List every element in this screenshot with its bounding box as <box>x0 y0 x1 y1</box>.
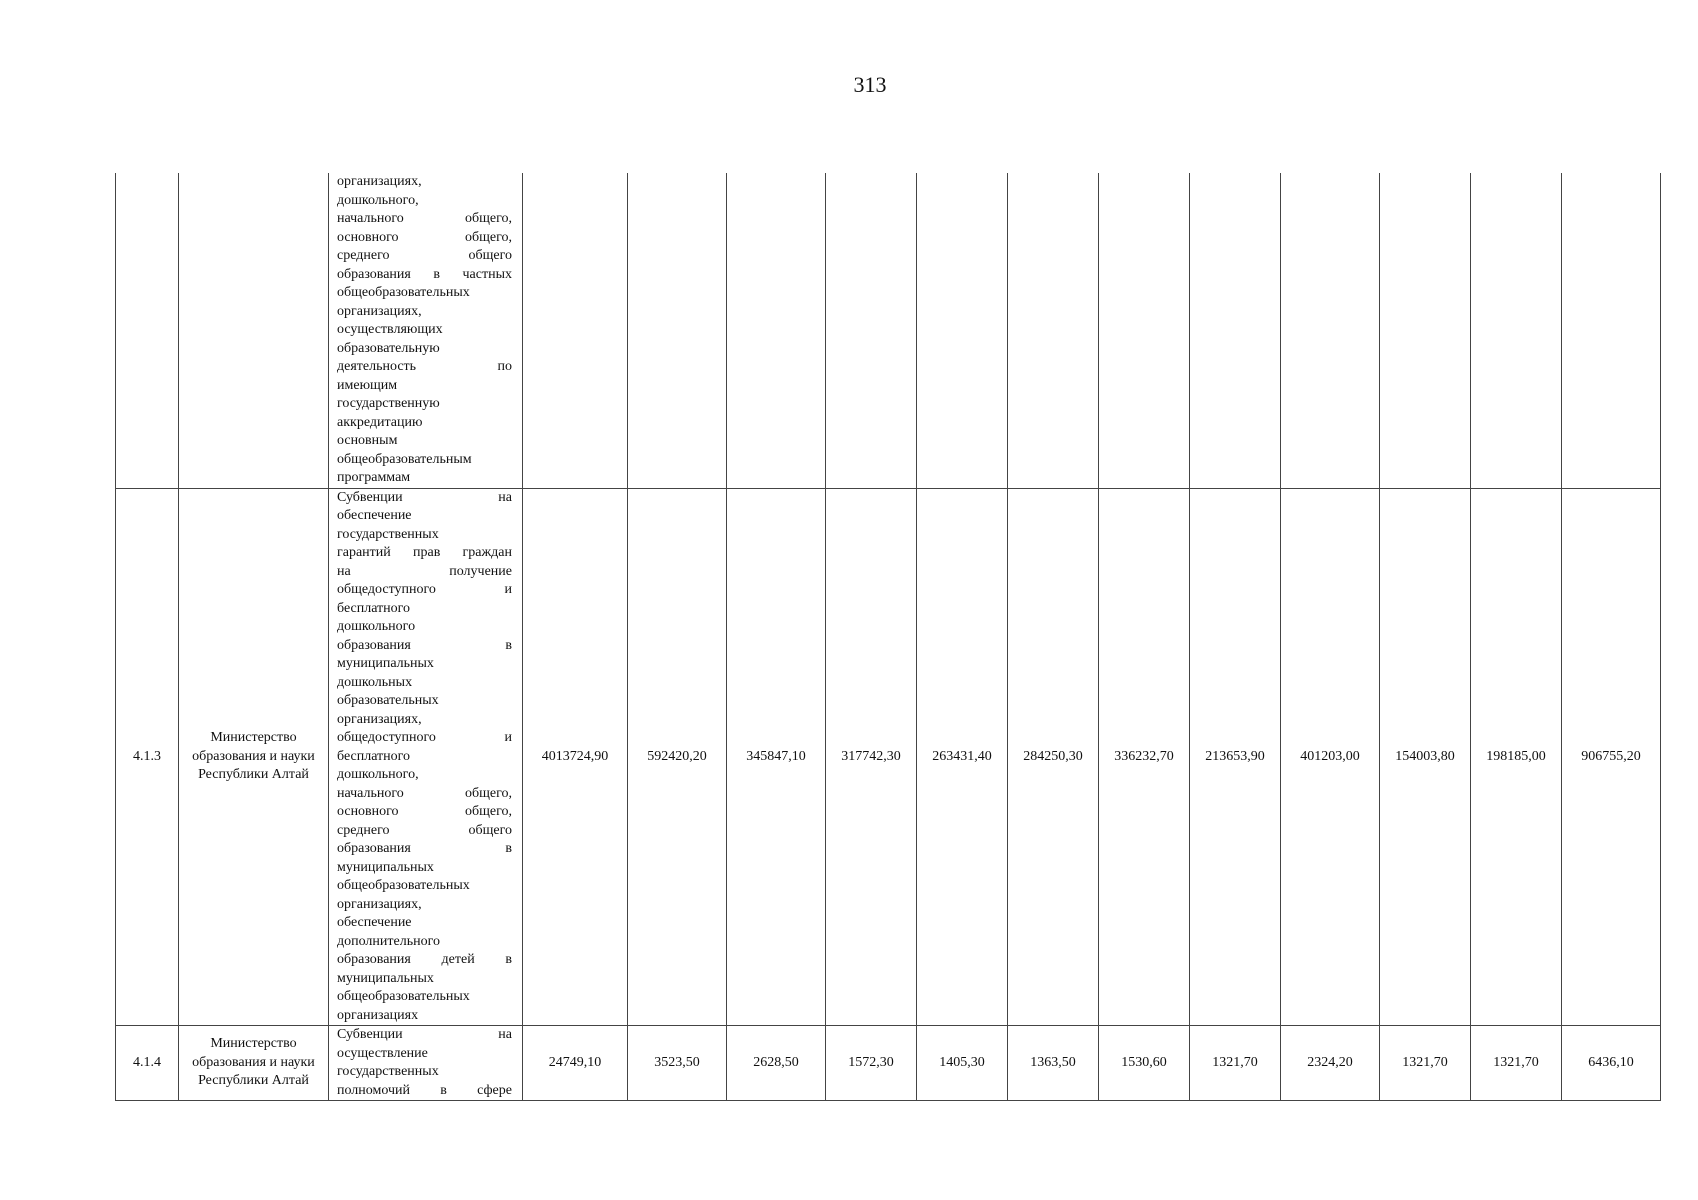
description-line: гарантий прав граждан <box>337 545 512 560</box>
description-line: осуществляющих <box>337 322 443 337</box>
value-cell: 336232,70 <box>1099 488 1190 1026</box>
description-line: полномочий в сфере <box>337 1082 512 1098</box>
description-line: организациях, <box>337 711 422 727</box>
row-description <box>329 173 523 488</box>
description-line: осуществление <box>337 1045 428 1061</box>
description-line: общеобразовательных <box>337 285 470 300</box>
description-line: организациях, <box>337 896 422 912</box>
value-cell: 1321,70 <box>1471 1026 1562 1101</box>
budget-table <box>115 173 1661 1101</box>
value-cell: 1321,70 <box>1380 1026 1471 1101</box>
table-row <box>116 173 1661 488</box>
value-cell <box>628 173 727 488</box>
description-line: начального общего, <box>337 211 512 226</box>
description-line: образовательную <box>337 340 440 356</box>
value-cell <box>1281 173 1380 488</box>
value-cell: 2324,20 <box>1281 1026 1380 1101</box>
value-cell: 154003,80 <box>1380 488 1471 1026</box>
description-line: начального общего, <box>337 785 512 801</box>
value-cell: 263431,40 <box>917 488 1008 1026</box>
value-cell <box>1380 173 1471 488</box>
description-line: имеющим <box>337 377 398 393</box>
description-line: образования детей в <box>337 952 512 967</box>
value-cell: 284250,30 <box>1008 488 1099 1026</box>
description-line: среднего общего <box>337 248 512 263</box>
description-line: основным <box>337 433 398 448</box>
description-line: общеобразовательных <box>337 878 470 893</box>
description-line: организациях, <box>337 303 422 319</box>
description-line: среднего общего <box>337 822 512 838</box>
row-description <box>329 1026 523 1101</box>
description-line: организациях, <box>337 174 422 189</box>
description-line: общеобразовательным <box>337 451 472 467</box>
description-line: муниципальных <box>337 656 434 671</box>
description-line: организациях <box>337 1007 419 1023</box>
description-line: образования в <box>337 637 512 653</box>
description-line: Субвенции на <box>337 1027 512 1042</box>
description-line: основного общего, <box>337 229 512 245</box>
description-line: государственных <box>337 526 439 542</box>
description-line: муниципальных <box>337 859 434 875</box>
description-line: государственных <box>337 1064 439 1079</box>
description-line: общедоступного и <box>337 582 512 597</box>
value-cell: 345847,10 <box>727 488 826 1026</box>
description-line: образования в частных <box>337 266 512 282</box>
value-cell <box>1562 173 1661 488</box>
value-cell: 592420,20 <box>628 488 727 1026</box>
row-organization: Министерство образования и науки Республики Алтай <box>179 1026 329 1101</box>
value-cell: 4013724,90 <box>523 488 628 1026</box>
value-cell <box>1471 173 1562 488</box>
description-line: образовательных <box>337 693 439 708</box>
description-line: дошкольного, <box>337 767 419 782</box>
description-line: бесплатного <box>337 600 411 616</box>
description-line: дошкольного, <box>337 192 419 208</box>
value-cell: 213653,90 <box>1190 488 1281 1026</box>
value-cell: 3523,50 <box>628 1026 727 1101</box>
value-cell: 401203,00 <box>1281 488 1380 1026</box>
value-cell <box>826 173 917 488</box>
description-line: обеспечение <box>337 915 412 930</box>
row-code: 4.1.3 <box>116 488 179 1026</box>
description-line: дополнительного <box>337 933 440 949</box>
value-cell: 1405,30 <box>917 1026 1008 1101</box>
value-cell: 1321,70 <box>1190 1026 1281 1101</box>
table-row <box>116 488 1661 1026</box>
value-cell: 1363,50 <box>1008 1026 1099 1101</box>
table-row <box>116 1026 1661 1101</box>
row-organization <box>179 173 329 488</box>
description-line: государственную <box>337 396 440 411</box>
value-cell: 1572,30 <box>826 1026 917 1101</box>
value-cell: 198185,00 <box>1471 488 1562 1026</box>
value-cell <box>1099 173 1190 488</box>
description-line: общедоступного и <box>337 730 512 745</box>
value-cell: 6436,10 <box>1562 1026 1661 1101</box>
description-line: бесплатного <box>337 748 411 764</box>
value-cell: 906755,20 <box>1562 488 1661 1026</box>
value-cell: 2628,50 <box>727 1026 826 1101</box>
value-cell <box>1190 173 1281 488</box>
description-line: образования в <box>337 841 512 856</box>
description-line: аккредитацию <box>337 414 423 430</box>
row-organization: Министерство образования и науки Республики Алтай <box>179 488 329 1026</box>
row-code <box>116 173 179 488</box>
description-line: муниципальных <box>337 970 434 986</box>
value-cell: 24749,10 <box>523 1026 628 1101</box>
value-cell <box>1008 173 1099 488</box>
description-line: дошкольных <box>337 674 413 690</box>
row-code: 4.1.4 <box>116 1026 179 1101</box>
description-line: программам <box>337 470 411 485</box>
description-line: обеспечение <box>337 508 412 523</box>
page-number: 313 <box>853 72 887 97</box>
value-cell <box>523 173 628 488</box>
description-line: основного общего, <box>337 804 512 819</box>
value-cell <box>917 173 1008 488</box>
description-line: деятельность по <box>337 359 512 374</box>
value-cell <box>727 173 826 488</box>
row-description <box>329 488 523 1026</box>
description-line: Субвенции на <box>337 489 512 505</box>
value-cell: 1530,60 <box>1099 1026 1190 1101</box>
description-line: общеобразовательных <box>337 989 470 1004</box>
description-line: на получение <box>337 563 512 579</box>
value-cell: 317742,30 <box>826 488 917 1026</box>
description-line: дошкольного <box>337 619 416 634</box>
